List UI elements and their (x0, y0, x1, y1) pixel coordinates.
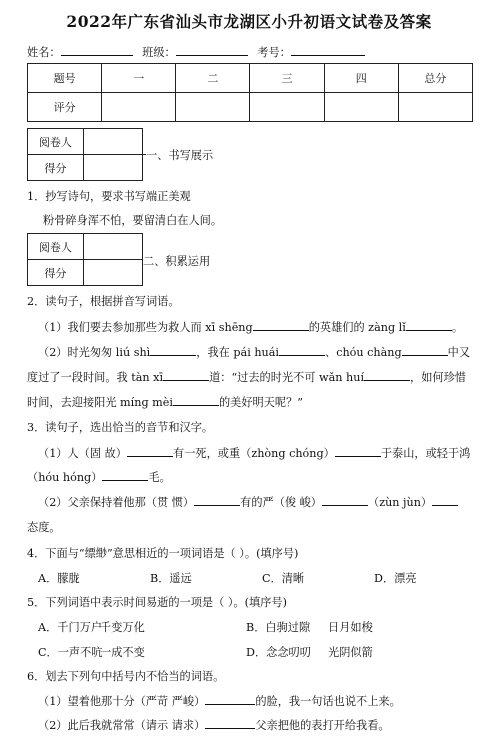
exam-number-blank[interactable] (291, 44, 365, 56)
class-blank[interactable] (176, 44, 248, 56)
answer-blank[interactable] (150, 344, 196, 356)
score-cell[interactable] (83, 260, 142, 286)
answer-blank[interactable] (322, 494, 368, 506)
answer-blank[interactable] (406, 319, 452, 331)
header-question-number: 题号 (28, 64, 102, 93)
section1-grader-box (27, 128, 143, 181)
option-c[interactable]: C．清晰 (262, 572, 305, 585)
score-cell-3[interactable] (250, 93, 324, 122)
name-blank[interactable] (61, 44, 133, 56)
question-4-options (38, 570, 417, 586)
question-4: 4．下面与“缥缈”意思相近的一项词语是（ ）。(填序号) (27, 547, 299, 560)
option-b-part1[interactable]: B．白驹过隙 (246, 621, 311, 634)
option-d-part1[interactable]: D．念念叨叨 (246, 646, 311, 659)
answer-blank[interactable] (173, 394, 219, 406)
question-1: 1．抄写诗句，要求书写端正美观 (27, 190, 191, 203)
question-2-2-cont: 度过了一段时间。我 tàn xī 道：“过去的时光不可 wǎn huí ，如何珍惜 (27, 371, 466, 384)
question-2-2-cont2: 时间，去迎接阳光 mínɡ mèi 的美好明天呢？” (27, 396, 304, 409)
answer-blank[interactable] (364, 369, 410, 381)
section2-grader-box (27, 233, 143, 286)
option-c-part1[interactable]: C．一声不吭 (38, 646, 103, 659)
question-2-1: （1）我们要去参加那些为救人而 xī shēng 的英雄们的 zàng lǐ 。 (38, 321, 464, 334)
answer-blank[interactable] (402, 344, 448, 356)
student-info-line (27, 44, 365, 60)
question-2-2: （2）时光匆匆 liú shì ，我在 pái huái 、chóu chàng 中又 (38, 346, 471, 359)
option-a-part1[interactable]: A．千门万户 (38, 621, 103, 634)
question-6-2: （2）此后我就常常（请示 请求） 父亲把他的表打开给我看。 (38, 719, 390, 732)
score-table-header-row (28, 64, 473, 93)
score-label: 得分 (28, 260, 84, 286)
section2-title: 二、积累运用 (143, 255, 211, 268)
answer-blank[interactable] (253, 319, 309, 331)
score-cell-2[interactable] (176, 93, 250, 122)
score-cell[interactable] (83, 155, 142, 181)
score-cell-total[interactable] (398, 93, 472, 122)
answer-blank[interactable] (432, 494, 458, 506)
question-6-1: （1）望着他那十分（严苛 严峻） 的脸，我一句话也说不上来。 (38, 695, 401, 708)
option-a-part2: 千变万化 (100, 621, 145, 634)
question-3: 3．读句子，选出恰当的音节和汉字。 (27, 421, 214, 434)
answer-blank[interactable] (127, 445, 173, 457)
option-b[interactable]: B．遥远 (150, 572, 192, 585)
answer-blank[interactable] (205, 693, 255, 705)
header-part-4: 四 (324, 64, 398, 93)
header-part-2: 二 (176, 64, 250, 93)
score-cell-1[interactable] (102, 93, 176, 122)
option-d-part2: 光阴似箭 (328, 646, 373, 659)
header-total: 总分 (398, 64, 472, 93)
score-cell-4[interactable] (324, 93, 398, 122)
reviewer-cell[interactable] (83, 234, 142, 260)
question-5-options-row2 (38, 644, 373, 660)
score-label: 得分 (28, 155, 84, 181)
question-6: 6．划去下列句中括号内不恰当的词语。 (27, 670, 225, 683)
answer-blank[interactable] (163, 369, 209, 381)
option-c-part2: 一成不变 (100, 646, 145, 659)
exam-number-label: 考号： (257, 46, 291, 59)
poem-line: 粉骨碎身浑不怕，要留清白在人间。 (43, 214, 223, 227)
question-2: 2．读句子，根据拼音写词语。 (27, 295, 180, 308)
answer-blank[interactable] (335, 445, 381, 457)
score-table-score-row (28, 93, 473, 122)
reviewer-label: 阅卷人 (28, 234, 84, 260)
question-3-1-cont: （hóu hóng） 毛。 (27, 471, 171, 484)
score-table (27, 63, 473, 122)
score-row-label: 评分 (28, 93, 102, 122)
name-label: 姓名： (27, 46, 61, 59)
answer-blank[interactable] (194, 494, 240, 506)
page-title: 2022年广东省汕头市龙湖区小升初语文试卷及答案 (66, 12, 432, 31)
header-part-1: 一 (102, 64, 176, 93)
option-d[interactable]: D．漂亮 (374, 572, 417, 585)
question-5-options-row1 (38, 619, 373, 635)
reviewer-cell[interactable] (83, 129, 142, 155)
answer-blank[interactable] (102, 469, 148, 481)
option-a[interactable]: A．朦胧 (38, 572, 80, 585)
question-5: 5．下列词语中表示时间易逝的一项是（ ）。(填序号) (27, 596, 287, 609)
section1-title: 一、书写展示 (146, 149, 214, 162)
class-label: 班级： (142, 46, 176, 59)
header-part-3: 三 (250, 64, 324, 93)
question-3-1: （1）人（固 故） 有一死，或重（zhòng chóng） 于泰山，或轻于鸿 (38, 447, 471, 460)
reviewer-label: 阅卷人 (28, 129, 84, 155)
answer-blank[interactable] (279, 344, 325, 356)
answer-blank[interactable] (205, 717, 255, 729)
question-3-2: （2）父亲保持着他那（贯 惯） 有的严（俊 峻） （zùn jùn） (38, 494, 458, 510)
option-b-part2: 日月如梭 (328, 621, 373, 634)
question-3-2-cont: 态度。 (27, 521, 61, 534)
